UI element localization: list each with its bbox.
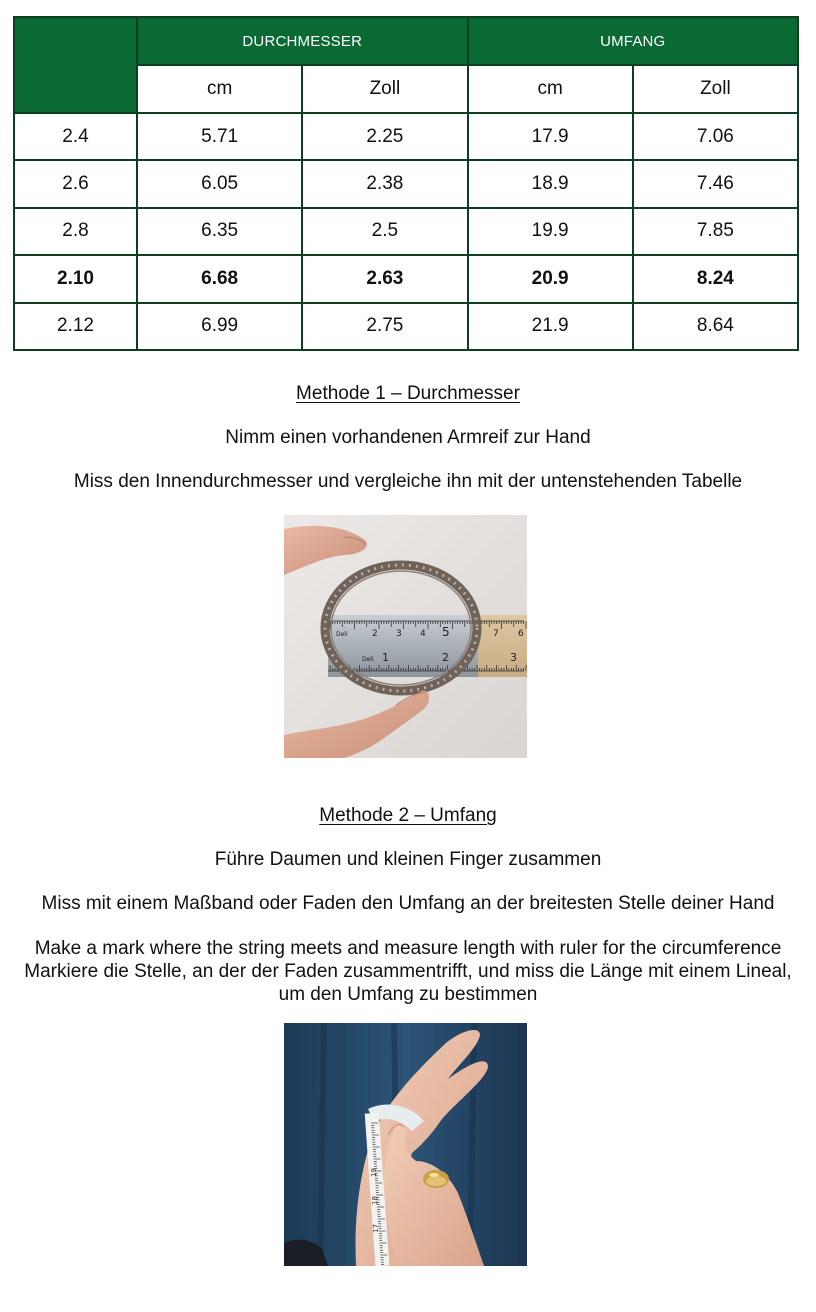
tape-mark: 17	[372, 1224, 380, 1233]
size-cell: 2.10	[14, 255, 137, 302]
circ-cm-cell: 20.9	[468, 255, 633, 302]
ruler-in-label: 1	[382, 651, 389, 664]
dia-cm-cell: 5.71	[137, 113, 302, 160]
method2-step3-en: Make a mark where the string meets and measure length with ruler for the circumference	[34, 938, 782, 959]
ruler-cm-label: 2	[372, 629, 378, 639]
tape-mark: 19	[370, 1168, 378, 1177]
ruler-cm-label: 6	[518, 629, 524, 639]
dia-cm-cell: 6.68	[137, 255, 302, 302]
group-header-diameter: DURCHMESSER	[137, 17, 468, 65]
circ-in-cell: 7.85	[633, 208, 798, 255]
method2-step1: Führe Daumen und kleinen Finger zusammen	[214, 849, 602, 870]
method2-step3-de-line1: Markiere die Stelle, an der der Faden zusammentrifft, und miss die Länge mit einem Lineal,	[24, 961, 792, 982]
dia-cm-cell: 6.05	[137, 160, 302, 207]
circ-cm-cell: 21.9	[468, 303, 633, 350]
unit-header-dia-in: Zoll	[302, 65, 467, 112]
size-cell: 2.12	[14, 303, 137, 350]
size-cell: 2.6	[14, 160, 137, 207]
ruler-brand: Deli	[336, 631, 348, 638]
method1-heading: Methode 1 – Durchmesser	[296, 383, 520, 404]
bangle-measuring-photo	[284, 515, 527, 758]
ruler-brand: Deli	[362, 656, 374, 663]
circ-cm-cell: 18.9	[468, 160, 633, 207]
table-row	[14, 208, 798, 255]
dia-in-cell: 2.25	[302, 113, 467, 160]
hand-tape-photo	[284, 1023, 527, 1266]
table-row-highlighted	[14, 255, 798, 302]
circ-in-cell: 8.24	[633, 255, 798, 302]
circ-in-cell: 7.46	[633, 160, 798, 207]
size-cell: 2.4	[14, 113, 137, 160]
unit-header-dia-cm: cm	[137, 65, 302, 112]
method2-step3-de-line2: um den Umfang zu bestimmen	[278, 984, 538, 1005]
ruler-cm-label: 4	[420, 629, 426, 639]
method2-heading: Methode 2 – Umfang	[319, 805, 497, 826]
circ-in-cell: 8.64	[633, 303, 798, 350]
corner-cell	[14, 17, 137, 113]
dia-in-cell: 2.63	[302, 255, 467, 302]
size-cell: 2.8	[14, 208, 137, 255]
dia-in-cell: 2.75	[302, 303, 467, 350]
table-row	[14, 303, 798, 350]
dia-in-cell: 2.38	[302, 160, 467, 207]
unit-header-circ-cm: cm	[468, 65, 633, 112]
dia-cm-cell: 6.35	[137, 208, 302, 255]
method1-step1: Nimm einen vorhandenen Armreif zur Hand	[225, 427, 591, 448]
group-header-circumference: UMFANG	[468, 17, 799, 65]
table-row	[14, 160, 798, 207]
group-header-row	[14, 17, 798, 65]
ruler-cm-label: 7	[493, 629, 499, 639]
ruler-cm-label: 3	[396, 629, 402, 639]
dia-in-cell: 2.5	[302, 208, 467, 255]
circ-cm-cell: 19.9	[468, 208, 633, 255]
method1-step2: Miss den Innendurchmesser und vergleiche ihn mit der untenstehenden Tabelle	[73, 471, 743, 492]
circ-cm-cell: 17.9	[468, 113, 633, 160]
size-chart-table	[13, 16, 799, 351]
unit-header-circ-in: Zoll	[633, 65, 798, 112]
ruler-in-label: 2	[442, 651, 449, 664]
method2-step3	[20, 937, 796, 1006]
table-row	[14, 113, 798, 160]
tape-mark: 18	[371, 1196, 379, 1205]
dia-cm-cell: 6.99	[137, 303, 302, 350]
ruler-in-label: 3	[510, 651, 517, 664]
ruler-cm-label: 5	[442, 625, 450, 639]
method2-step2: Miss mit einem Maßband oder Faden den Umfang an der breitesten Stelle deiner Hand	[41, 893, 775, 914]
circ-in-cell: 7.06	[633, 113, 798, 160]
